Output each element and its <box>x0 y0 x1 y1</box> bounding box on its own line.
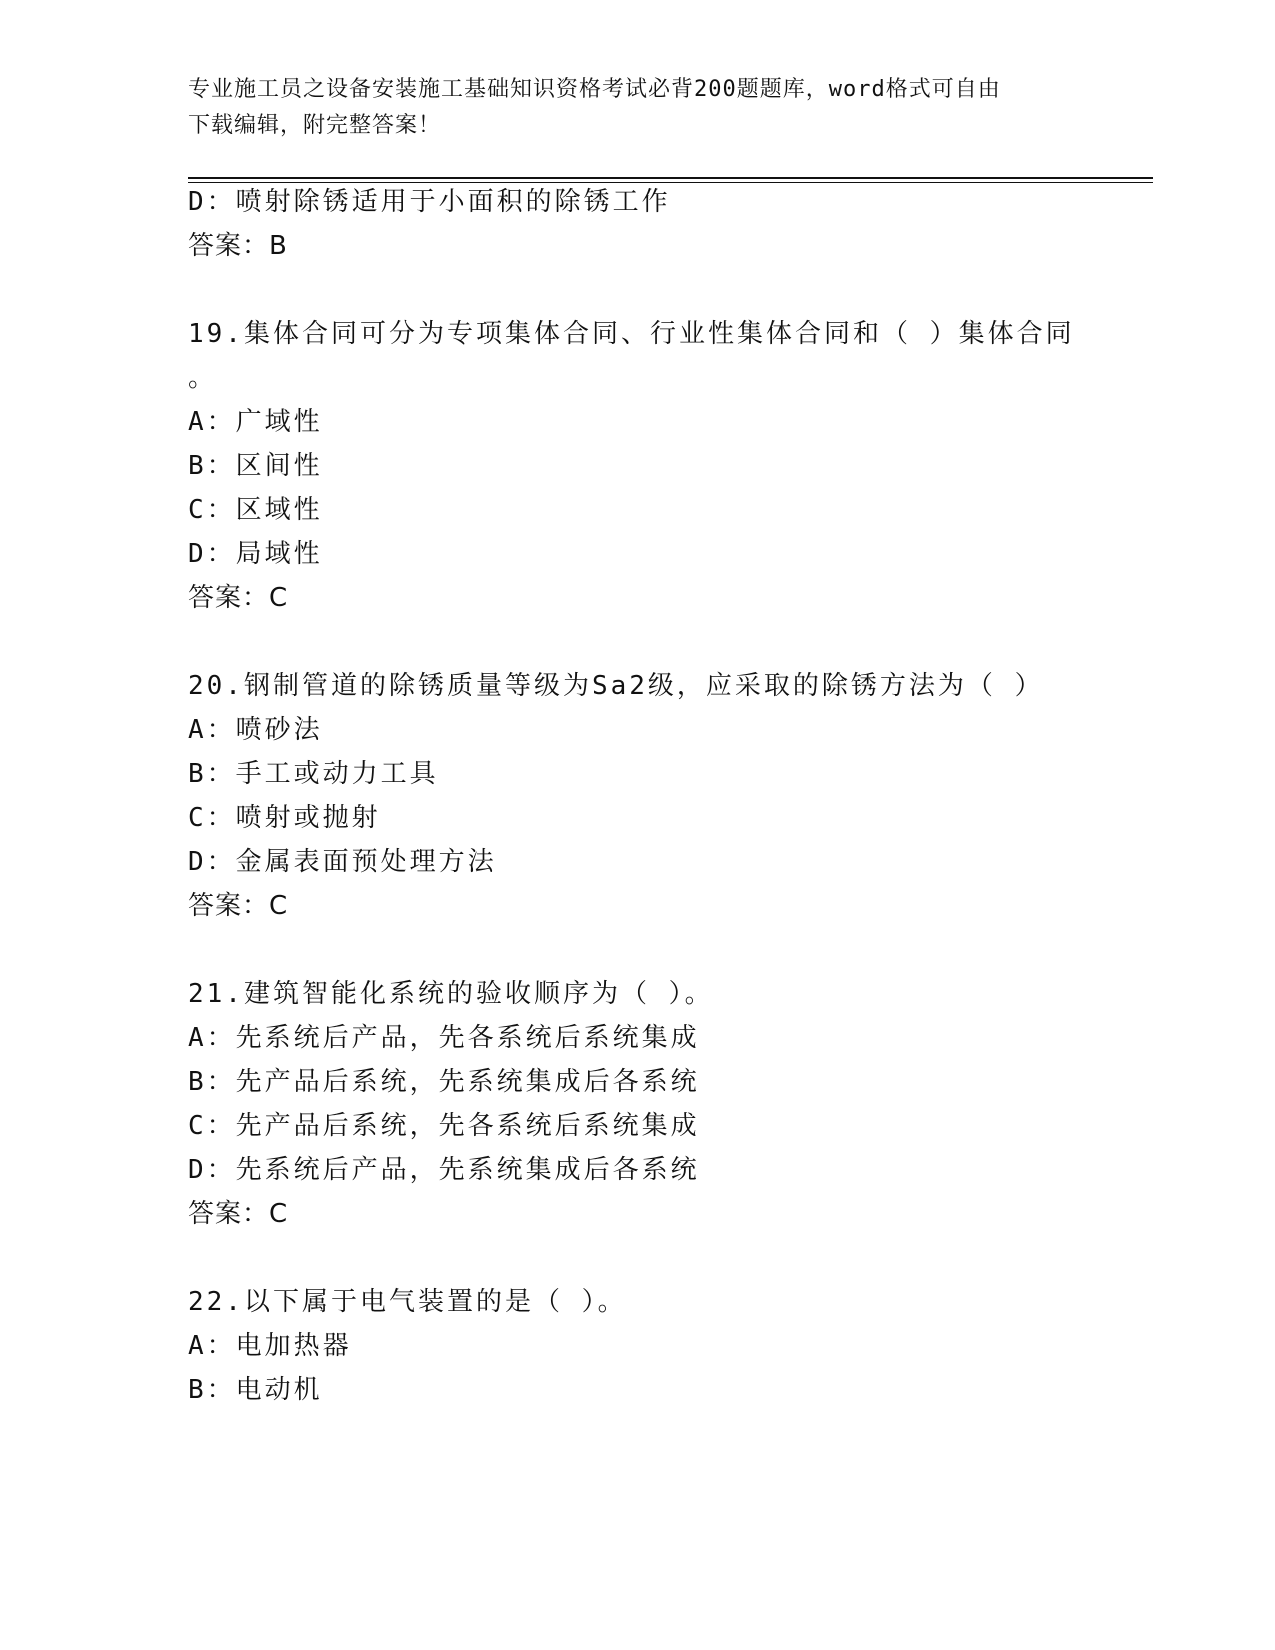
q21-option-a: A：先系统后产品，先各系统后系统集成 <box>188 1023 700 1053</box>
q20-stem: 20.钢制管道的除锈质量等级为Sa2级，应采取的除锈方法为（ ） <box>188 671 1044 701</box>
header-divider-thin <box>188 182 1153 183</box>
q19-option-a: A：广域性 <box>188 407 323 437</box>
q20-option-a: A：喷砂法 <box>188 715 323 745</box>
q21-option-b: B：先产品后系统，先系统集成后各系统 <box>188 1067 700 1097</box>
q21-stem: 21.建筑智能化系统的验收顺序为（ ）。 <box>188 979 714 1009</box>
q19-answer: 答案：C <box>188 583 289 613</box>
q22-stem: 22.以下属于电气装置的是（ ）。 <box>188 1287 627 1317</box>
q21-option-c: C：先产品后系统，先各系统后系统集成 <box>188 1111 700 1141</box>
header-line-2: 下载编辑，附完整答案！ <box>188 113 442 138</box>
q20-option-d: D：金属表面预处理方法 <box>188 847 497 877</box>
document-header <box>188 72 1088 144</box>
header-line-1: 专业施工员之设备安装施工基础知识资格考试必背200题题库，word格式可自由 <box>188 77 1001 102</box>
q19-option-c: C：区域性 <box>188 495 323 525</box>
q20-answer: 答案：C <box>188 891 289 921</box>
q20-option-b: B：手工或动力工具 <box>188 759 439 789</box>
q19-option-d: D：局域性 <box>188 539 323 569</box>
q18-answer: 答案：B <box>188 231 288 261</box>
header-divider-thick <box>188 177 1153 179</box>
q20-option-c: C：喷射或抛射 <box>188 803 381 833</box>
q21-answer: 答案：C <box>188 1199 289 1229</box>
q22-option-a: A：电加热器 <box>188 1331 352 1361</box>
q19-stem-continuation: 。 <box>188 363 218 393</box>
q21-option-d: D：先系统后产品，先系统集成后各系统 <box>188 1155 700 1185</box>
q18-option-d: D：喷射除锈适用于小面积的除锈工作 <box>188 187 671 217</box>
q22-option-b: B：电动机 <box>188 1375 323 1405</box>
q19-option-b: B：区间性 <box>188 451 323 481</box>
q19-stem: 19.集体合同可分为专项集体合同、行业性集体合同和（ ）集体合同 <box>188 319 1075 349</box>
